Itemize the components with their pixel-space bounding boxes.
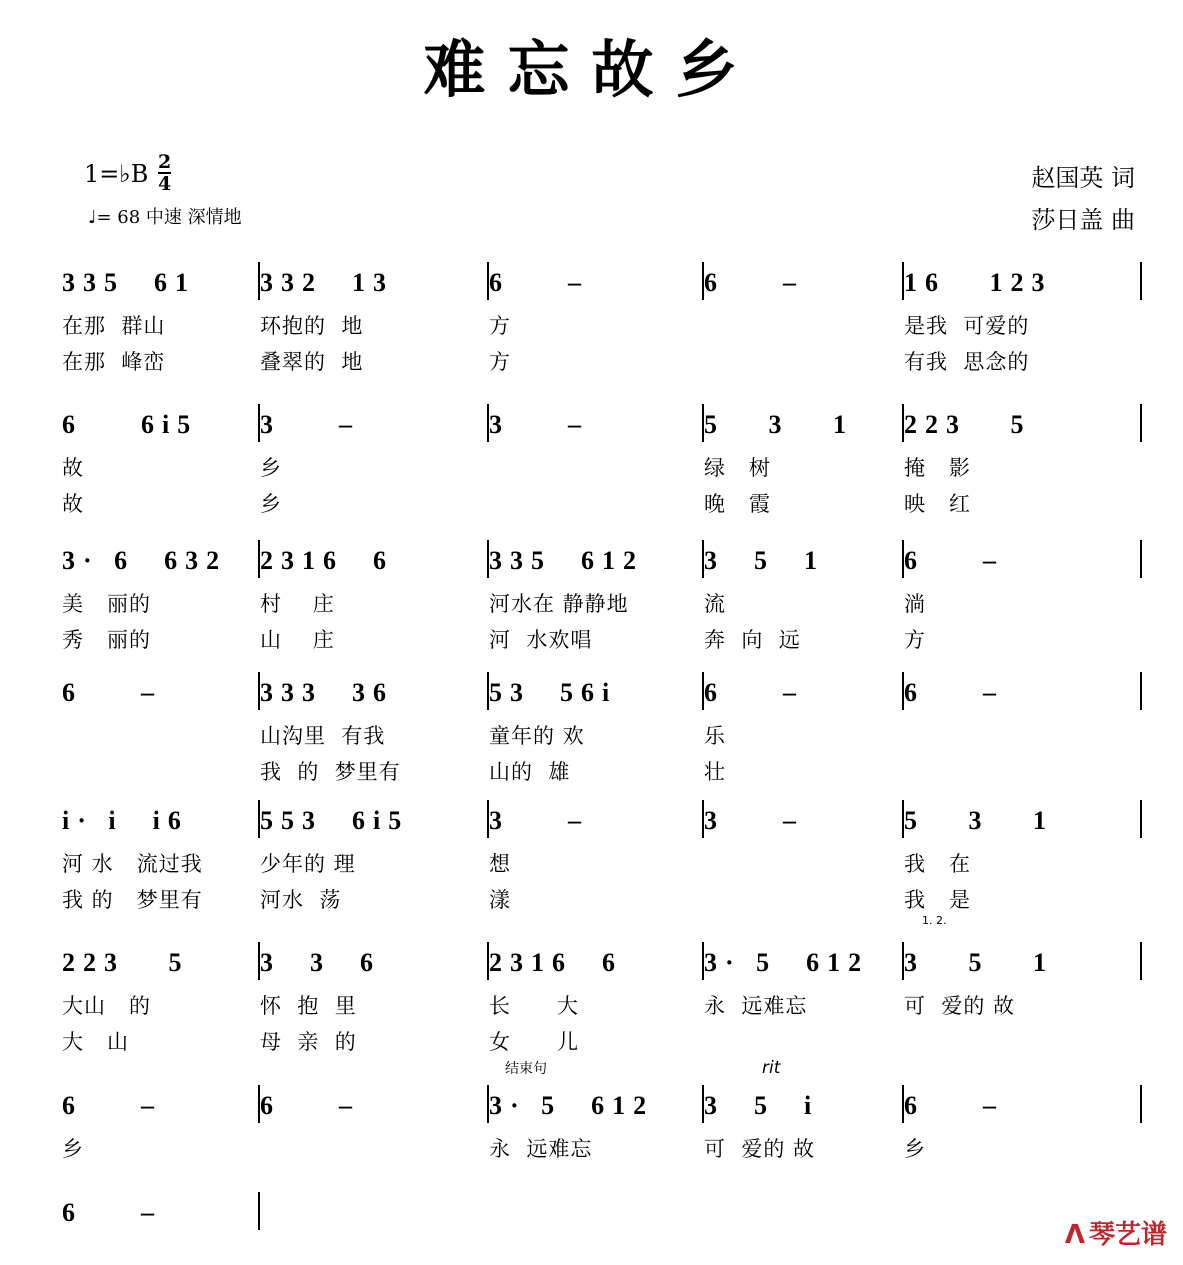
measure-notes: 6 – <box>904 1091 1004 1120</box>
measure-notes: 3 – <box>260 410 360 439</box>
lyric-verse-1: 掩 影 <box>904 456 972 480</box>
lyricist: 赵国英 词 <box>1031 164 1135 192</box>
lyric-verse-1: 绿 树 <box>704 456 772 480</box>
measure-notes: 3 3 6 <box>260 948 381 977</box>
lyric-verse-2: 方 <box>489 350 511 374</box>
lyric-verse-2: 映 红 <box>904 492 972 516</box>
lyric-verse-2: 有我 思念的 <box>904 350 1030 374</box>
measure-notes: 6 6i5 <box>62 410 199 439</box>
lyric-verse-2: 故 <box>62 492 84 516</box>
lyric-verse-1: 少年的 理 <box>260 852 356 876</box>
lyric-verse-1: 在那 群山 <box>62 314 166 338</box>
measure-notes: 5 3 1 <box>704 410 854 439</box>
measure-notes: i· i i6 <box>62 806 189 835</box>
measure-notes: 6 – <box>704 678 804 707</box>
barline <box>1140 262 1142 300</box>
lyric-verse-2: 叠翠的 地 <box>260 350 364 374</box>
lyric-verse-2: 壮 <box>704 760 726 784</box>
lyric-verse-1: 方 <box>489 314 511 338</box>
measure-notes: 53 56i <box>489 678 618 707</box>
watermark-text: 琴艺谱 <box>1088 1220 1167 1250</box>
lyric-verse-1: 大山 的 <box>62 994 152 1018</box>
lyric-verse-1: 童年的 欢 <box>489 724 585 748</box>
lyric-verse-2: 山 庄 <box>260 628 335 652</box>
lyric-verse-2: 河水 荡 <box>260 888 342 912</box>
lyric-verse-1: 流 <box>704 592 726 616</box>
measure-notes: 335 612 <box>489 546 644 575</box>
time-sig-numerator: 2 <box>158 151 172 173</box>
lyric-verse-1: 可 爱的 故 <box>704 1137 816 1161</box>
barline <box>1140 1085 1142 1123</box>
lyric-verse-1: 长 大 <box>489 994 580 1018</box>
lyric-verse-2: 大 山 <box>62 1030 130 1054</box>
lyric-verse-2: 母 亲 的 <box>260 1030 357 1054</box>
lyric-verse-1: 故 <box>62 456 84 480</box>
lyric-verse-1: 村 庄 <box>260 592 335 616</box>
barline <box>1140 672 1142 710</box>
watermark <box>1065 1214 1167 1251</box>
lyric-verse-1: 淌 <box>904 592 926 616</box>
measure-notes: 3 5 i <box>704 1091 820 1120</box>
measure-notes: 332 13 <box>260 268 394 297</box>
lyric-verse-1: 可 爱的 故 <box>904 994 1016 1018</box>
ending-label: 结束句 <box>505 1061 547 1077</box>
lyric-verse-1: 是我 可爱的 <box>904 314 1030 338</box>
time-signature <box>158 152 171 194</box>
measure-notes: 223 5 <box>62 948 190 977</box>
measure-notes: 3 – <box>704 806 804 835</box>
lyric-verse-2: 山的 雄 <box>489 760 571 784</box>
measure-notes: 3· 5 612 <box>489 1091 655 1120</box>
lyric-verse-1: 环抱的 地 <box>260 314 364 338</box>
lyric-verse-2: 晚 霞 <box>704 492 772 516</box>
lyric-verse-1: 怀 抱 里 <box>260 994 357 1018</box>
lyric-verse-2: 女 儿 <box>489 1030 580 1054</box>
lyric-verse-1: 山沟里 有我 <box>260 724 386 748</box>
lyric-verse-1: 想 <box>489 852 511 876</box>
measure-notes: 2316 6 <box>260 546 394 575</box>
measure-notes: 335 61 <box>62 268 196 297</box>
lyric-verse-2: 秀 丽的 <box>62 628 152 652</box>
measure-notes: 2316 6 <box>489 948 623 977</box>
ritardando-mark: rit <box>762 1058 781 1078</box>
lyric-verse-2: 乡 <box>260 492 282 516</box>
time-sig-denominator: 4 <box>158 173 172 195</box>
measure-notes: 3 – <box>489 806 589 835</box>
lyric-verse-1: 河 水 流过我 <box>62 852 203 876</box>
barline <box>1140 540 1142 578</box>
lyric-verse-1: 河水在 静静地 <box>489 592 629 616</box>
lyric-verse-1: 乡 <box>62 1137 84 1161</box>
barline <box>1140 942 1142 980</box>
lyric-verse-2: 奔 向 远 <box>704 628 801 652</box>
composer: 莎日盖 曲 <box>1031 206 1135 234</box>
lyric-verse-2: 我 的 梦里有 <box>260 760 401 784</box>
measure-notes: 3 5 1 <box>704 546 825 575</box>
lyric-verse-1: 乡 <box>260 456 282 480</box>
measure-notes: 6 – <box>489 268 589 297</box>
measure-notes: 553 6i5 <box>260 806 410 835</box>
lyric-verse-2: 我 的 梦里有 <box>62 888 203 912</box>
volta-bracket: 1. 2. <box>922 914 947 927</box>
barline <box>1140 404 1142 442</box>
measure-notes: 6 – <box>904 546 1004 575</box>
measure-notes: 3 – <box>489 410 589 439</box>
tempo-marking: ♩= 68 中速 深情地 <box>88 207 242 228</box>
measure-notes: 3· 5 612 <box>704 948 870 977</box>
lyric-verse-1: 美 丽的 <box>62 592 152 616</box>
measure-notes: 223 5 <box>904 410 1032 439</box>
measure-notes: 333 36 <box>260 678 394 707</box>
measure-notes: 3 5 1 <box>904 948 1054 977</box>
lyric-verse-2: 在那 峰峦 <box>62 350 166 374</box>
lyric-verse-1: 乐 <box>704 724 726 748</box>
lyric-verse-1: 永 远难忘 <box>704 994 808 1018</box>
key-signature: 1=♭B <box>84 160 149 188</box>
barline <box>258 1192 260 1230</box>
measure-notes: 6 – <box>62 1198 162 1227</box>
lyric-verse-2: 河 水欢唱 <box>489 628 593 652</box>
measure-notes: 6 – <box>260 1091 360 1120</box>
lyric-verse-1: 乡 <box>904 1137 926 1161</box>
measure-notes: 6 – <box>904 678 1004 707</box>
barline <box>1140 800 1142 838</box>
measure-notes: 5 3 1 <box>904 806 1054 835</box>
logo-icon: ᐱ <box>1064 1220 1085 1250</box>
song-title: 难忘故乡 <box>423 33 760 106</box>
lyric-verse-1: 永 远难忘 <box>489 1137 593 1161</box>
lyric-verse-2: 漾 <box>489 888 511 912</box>
measure-notes: 3· 6 632 <box>62 546 228 575</box>
measure-notes: 6 – <box>62 678 162 707</box>
measure-notes: 6 – <box>704 268 804 297</box>
lyric-verse-2: 方 <box>904 628 926 652</box>
measure-notes: 16 123 <box>904 268 1053 297</box>
lyric-verse-2: 我 是 <box>904 888 972 912</box>
lyric-verse-1: 我 在 <box>904 852 972 876</box>
measure-notes: 6 – <box>62 1091 162 1120</box>
